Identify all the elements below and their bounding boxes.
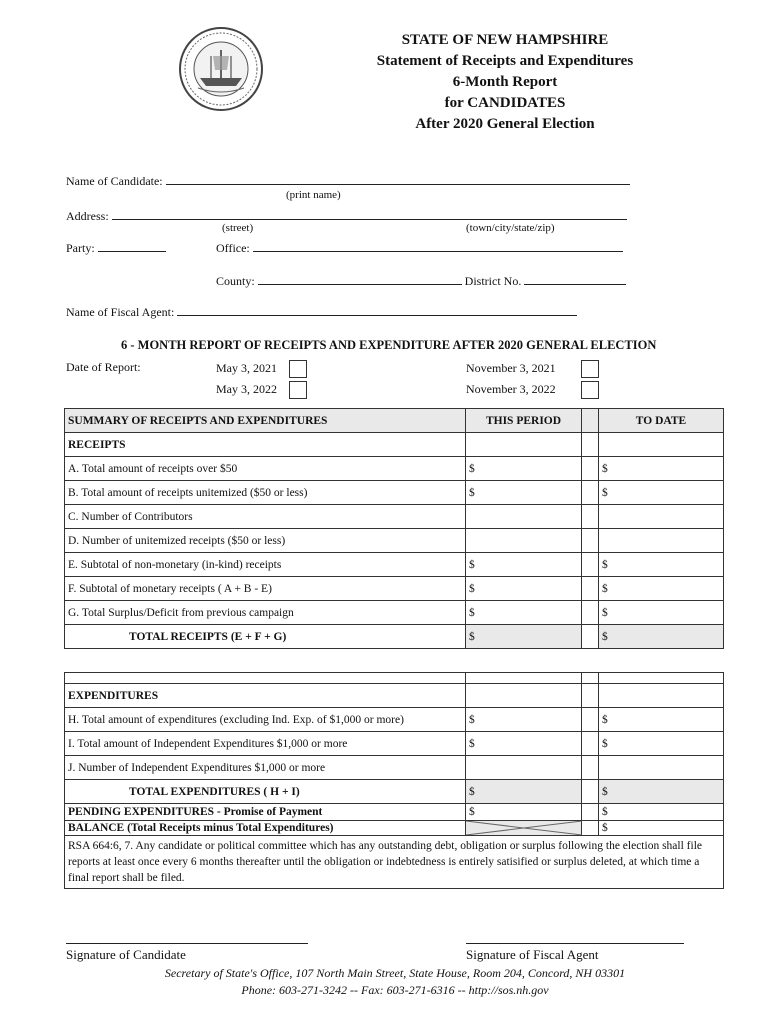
- to-date-cell[interactable]: $: [599, 457, 724, 481]
- this-period-cell[interactable]: $: [466, 553, 582, 577]
- footer-address: Secretary of State's Office, 107 North Main Street, State House, Room 204, Concord, NH 03301: [164, 966, 626, 980]
- row-label: E. Subtotal of non-monetary (in-kind) receipts: [65, 553, 466, 577]
- to-date-header: TO DATE: [599, 409, 724, 433]
- to-date-cell[interactable]: $: [599, 577, 724, 601]
- table-row: [65, 457, 724, 481]
- receipts-heading: RECEIPTS: [65, 433, 466, 457]
- to-date-cell[interactable]: $: [599, 625, 724, 649]
- row-label: F. Subtotal of monetary receipts ( A + B - E): [65, 577, 466, 601]
- rsa-note: RSA 664:6, 7. Any candidate or political committee which has any outstanding debt, obligation or surplus following the election shall file reports at least once every 6 months thereafter until the obligation or indebtedness is entirely satisified or surplus deleted, at which time a final report shall be filed.: [65, 836, 724, 889]
- to-date-cell[interactable]: $: [599, 601, 724, 625]
- checkbox[interactable]: [581, 360, 599, 378]
- table-row: [65, 553, 724, 577]
- pending-label: PENDING EXPENDITURES - Promise of Payment: [65, 804, 466, 821]
- date-option-may-2022: [216, 381, 307, 399]
- date-option-nov-2022: [466, 381, 599, 399]
- row-label: C. Number of Contributors: [65, 505, 466, 529]
- total-expenditures-row: [65, 780, 724, 804]
- table-row: [65, 708, 724, 732]
- date-label: May 3, 2021: [216, 360, 277, 375]
- fiscal-agent-row: [66, 304, 577, 320]
- to-date-cell[interactable]: $: [599, 821, 724, 836]
- row-label: I. Total amount of Independent Expenditures $1,000 or more: [65, 732, 466, 756]
- expenditures-table: [64, 672, 724, 889]
- table-row: [65, 505, 724, 529]
- summary-title: SUMMARY OF RECEIPTS AND EXPENDITURES: [65, 409, 466, 433]
- row-label: A. Total amount of receipts over $50: [65, 457, 466, 481]
- title-line-2: Statement of Receipts and Expenditures: [376, 53, 634, 69]
- spacer-row: [65, 673, 724, 684]
- date-option-nov-2021: [466, 360, 599, 378]
- this-period-cell[interactable]: $: [466, 732, 582, 756]
- street-hint: (street): [222, 222, 254, 234]
- this-period-cell[interactable]: $: [466, 708, 582, 732]
- row-label: J. Number of Independent Expenditures $1,000 or more: [65, 756, 466, 780]
- expenditures-heading: EXPENDITURES: [65, 684, 466, 708]
- candidate-signature-line[interactable]: [66, 943, 308, 944]
- balance-this-period-crossed: [466, 821, 582, 836]
- county-label: County:: [216, 274, 255, 288]
- this-period-cell[interactable]: $: [466, 577, 582, 601]
- receipts-head-row: [65, 433, 724, 457]
- to-date-cell[interactable]: $: [599, 553, 724, 577]
- this-period-cell[interactable]: [466, 529, 582, 553]
- this-period-cell[interactable]: $: [466, 457, 582, 481]
- checkbox[interactable]: [289, 360, 307, 378]
- fiscal-agent-field[interactable]: [177, 304, 577, 316]
- total-receipts-label: TOTAL RECEIPTS (E + F + G): [65, 625, 466, 649]
- to-date-cell[interactable]: [599, 529, 724, 553]
- party-label: Party:: [66, 241, 95, 255]
- candidate-signature-label: Signature of Candidate: [66, 947, 186, 962]
- table-row: [65, 481, 724, 505]
- row-label: G. Total Surplus/Deficit from previous campaign: [65, 601, 466, 625]
- row-label: H. Total amount of expenditures (excluding Ind. Exp. of $1,000 or more): [65, 708, 466, 732]
- address-field[interactable]: [112, 208, 627, 220]
- candidate-name-label: Name of Candidate:: [66, 174, 163, 188]
- table-row: [65, 577, 724, 601]
- district-field[interactable]: [524, 273, 626, 285]
- print-name-hint: (print name): [286, 189, 341, 201]
- county-row: [216, 273, 626, 289]
- crossed-out-mark: [466, 821, 582, 835]
- address-label: Address:: [66, 209, 109, 223]
- date-label: May 3, 2022: [216, 381, 277, 396]
- to-date-cell[interactable]: $: [599, 804, 724, 821]
- table-row: [65, 732, 724, 756]
- to-date-cell[interactable]: $: [599, 732, 724, 756]
- fiscal-signature-line[interactable]: [466, 943, 684, 944]
- date-label: November 3, 2021: [466, 360, 556, 375]
- form-title: [340, 30, 670, 135]
- to-date-cell[interactable]: [599, 505, 724, 529]
- total-receipts-row: [65, 625, 724, 649]
- report-heading: 6 - MONTH REPORT OF RECEIPTS AND EXPENDITURE AFTER 2020 GENERAL ELECTION: [121, 338, 657, 352]
- this-period-cell[interactable]: $: [466, 481, 582, 505]
- checkbox[interactable]: [289, 381, 307, 399]
- state-seal: [178, 26, 264, 112]
- party-row: [66, 240, 166, 256]
- to-date-cell[interactable]: [599, 756, 724, 780]
- date-option-may-2021: [216, 360, 307, 378]
- date-label: November 3, 2022: [466, 381, 556, 396]
- town-hint: (town/city/state/zip): [466, 222, 555, 234]
- footer-contact: Phone: 603-271-3242 -- Fax: 603-271-6316 -- http://sos.nh.gov: [241, 983, 549, 997]
- row-label: B. Total amount of receipts unitemized ($50 or less): [65, 481, 466, 505]
- balance-row: [65, 821, 724, 836]
- this-period-cell[interactable]: [466, 505, 582, 529]
- to-date-cell[interactable]: $: [599, 708, 724, 732]
- table-row: [65, 756, 724, 780]
- receipts-table: [64, 408, 724, 649]
- candidate-name-field[interactable]: [166, 173, 630, 185]
- office-row: [216, 240, 623, 256]
- pending-row: [65, 804, 724, 821]
- date-of-report-label: Date of Report:: [66, 360, 141, 374]
- table-row: [65, 601, 724, 625]
- this-period-cell[interactable]: $: [466, 780, 582, 804]
- total-expenditures-label: TOTAL EXPENDITURES ( H + I): [65, 780, 466, 804]
- office-field[interactable]: [253, 240, 623, 252]
- title-line-4: for CANDIDATES: [444, 95, 566, 111]
- fiscal-agent-label: Name of Fiscal Agent:: [66, 305, 175, 319]
- table-header-row: [65, 409, 724, 433]
- table-row: [65, 529, 724, 553]
- row-label: D. Number of unitemized receipts ($50 or less): [65, 529, 466, 553]
- to-date-cell[interactable]: $: [599, 780, 724, 804]
- fiscal-signature-label: Signature of Fiscal Agent: [466, 947, 599, 962]
- expenditures-head-row: [65, 684, 724, 708]
- this-period-cell[interactable]: $: [466, 625, 582, 649]
- this-period-cell[interactable]: [466, 756, 582, 780]
- title-line-5: After 2020 General Election: [415, 116, 595, 132]
- candidate-name-row: [66, 173, 630, 189]
- balance-label: BALANCE (Total Receipts minus Total Expenditures): [65, 821, 466, 836]
- district-label: District No.: [464, 274, 522, 288]
- note-row: [65, 836, 724, 889]
- office-label: Office:: [216, 241, 250, 255]
- this-period-cell[interactable]: $: [466, 601, 582, 625]
- this-period-header: THIS PERIOD: [466, 409, 582, 433]
- county-field[interactable]: [258, 273, 462, 285]
- party-field[interactable]: [98, 240, 166, 252]
- checkbox[interactable]: [581, 381, 599, 399]
- title-line-3: 6-Month Report: [452, 74, 558, 90]
- title-line-1: STATE OF NEW HAMPSHIRE: [401, 32, 609, 48]
- this-period-cell[interactable]: $: [466, 804, 582, 821]
- to-date-cell[interactable]: $: [599, 481, 724, 505]
